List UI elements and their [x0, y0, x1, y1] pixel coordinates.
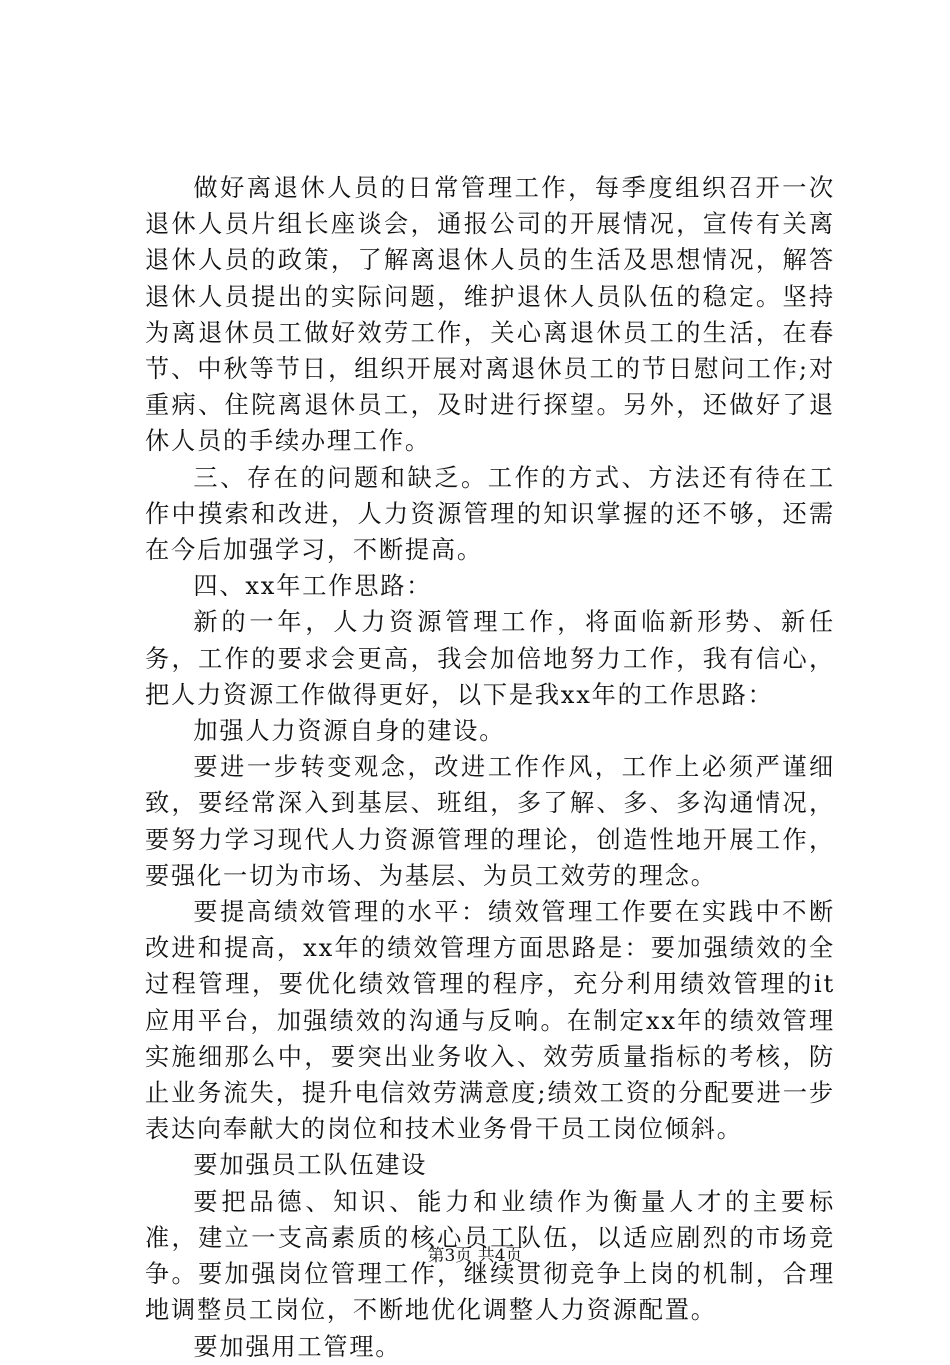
paragraph-change-concepts: 要进一步转变观念，改进工作作风，工作上必须严谨细致，要经常深入到基层、班组，多了解、多、多沟通情况，要努力学习现代人力资源管理的理论，创造性地开展工作，要强化一切为市场、为基层、为员工效劳的理念。: [145, 753, 835, 890]
paragraph-performance-management: 要提高绩效管理的水平：绩效管理工作要在实践中不断改进和提高，xx年的绩效管理方面思路是：要加强绩效的全过程管理，要优化绩效管理的程序，充分利用绩效管理的it应用平台，加强绩效的沟通与反响。在制定xx年的绩效管理实施细那么中，要突出业务收入、效劳质量指标的考核，防止业务流失，提升电信效劳满意度;绩效工资的分配要进一步表达向奉献大的岗位和技术业务骨干员工岗位倾斜。: [145, 898, 835, 1144]
paragraph-talent-standards: 要把品德、知识、能力和业绩作为衡量人才的主要标准，建立一支高素质的核心员工队伍，以适应剧烈的市场竞争。要加强岗位管理工作，继续贯彻竞争上岗的机制，合理地调整员工岗位，不断地优化调整人力资源配置。: [145, 1187, 835, 1325]
page-number-label: 第3页 共4页: [427, 1246, 523, 1266]
paragraph-problems: 三、存在的问题和缺乏。工作的方式、方法还有待在工作中摸索和改进，人力资源管理的知识掌握的还不够，还需在今后加强学习，不断提高。: [145, 463, 835, 565]
paragraph-heading-staff-team: 要加强员工队伍建设: [193, 1151, 428, 1180]
paragraph-heading-employment: 要加强用工管理。: [193, 1332, 402, 1361]
document-body: [145, 170, 835, 1365]
paragraph-retiree-management: 做好离退休人员的日常管理工作，每季度组织召开一次退休人员片组长座谈会，通报公司的开展情况，宣传有关离退休人员的政策，了解离退休人员的生活及思想情况，解答退休人员提出的实际问题，维护退休人员队伍的稳定。坚持为离退休员工做好效劳工作，关心离退休员工的生活，在春节、中秋等节日，组织开展对离退休员工的节日慰问工作;对重病、住院离退休员工，及时进行探望。另外，还做好了退休人员的手续办理工作。: [145, 174, 835, 456]
paragraph-heading-self-building: 加强人力资源自身的建设。: [193, 717, 506, 746]
paragraph-new-year: 新的一年，人力资源管理工作，将面临新形势、新任务，工作的要求会更高，我会加倍地努力工作，我有信心，把人力资源工作做得更好，以下是我xx年的工作思路：: [145, 608, 835, 709]
paragraph-heading-work-ideas: 四、xx年工作思路：: [193, 572, 433, 601]
page-footer: [0, 1246, 950, 1266]
